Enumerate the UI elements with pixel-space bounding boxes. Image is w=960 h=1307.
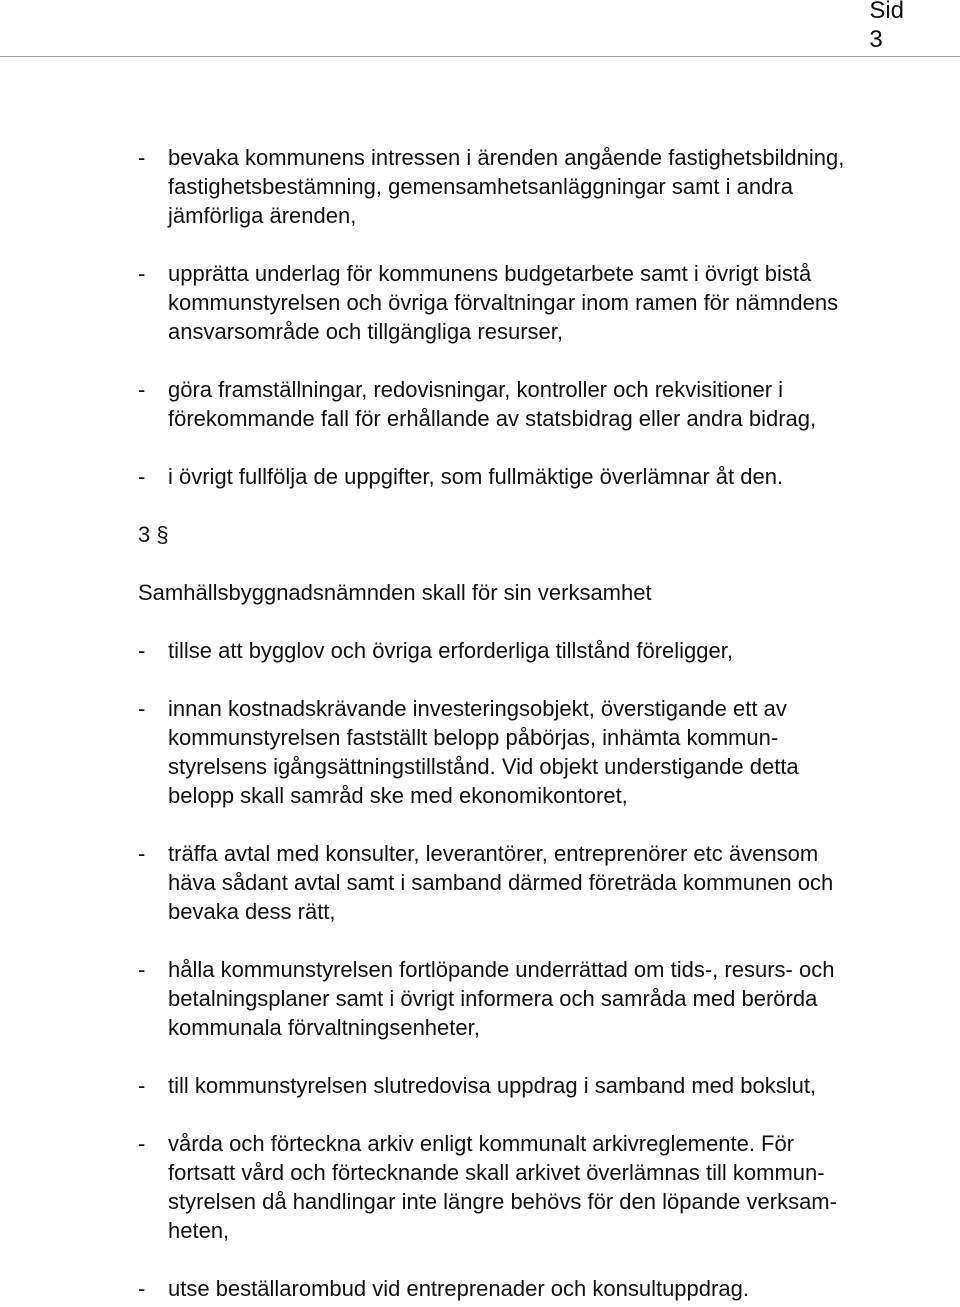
list-item-line: bevaka dess rätt, [168,899,336,924]
list-item-line: göra framställningar, redovisningar, kontroller och rekvisitioner i [168,377,784,402]
list-item-line: vårda och förteckna arkiv enligt kommunalt arkivreglemente. För [168,1131,795,1156]
list-item [138,259,938,346]
list-item [138,1071,938,1100]
list-item-line: belopp skall samråd ske med ekonomikontoret, [168,783,628,808]
bullet-dash: - [138,377,146,402]
list-item [138,694,938,810]
list-item-line: kommunstyrelsen och övriga förvaltningar inom ramen för nämndens [168,290,839,315]
bullet-dash: - [138,638,146,663]
page-label: Sid [869,0,904,24]
page-header [0,0,960,58]
list-item [138,1274,938,1303]
list-item-line: bevaka kommunens intressen i ärenden angående fastighetsbildning, [168,145,845,170]
section-heading: 3 § [138,522,169,547]
document-body [138,143,938,1303]
list-item-line: styrelsens igångsättningstillstånd. Vid objekt understigande detta [168,754,799,779]
list-item [138,636,938,665]
header-divider [0,56,960,57]
list-item-line: häva sådant avtal samt i samband därmed företräda kommunen och [168,870,834,895]
list-item [138,375,938,433]
list-item-line: hålla kommunstyrelsen fortlöpande underrättad om tids-, resurs- och [168,957,835,982]
bullet-dash: - [138,841,146,866]
duties-list-continued [138,143,938,491]
duties-list-section-3 [138,636,938,1303]
page-number [869,0,904,54]
list-item-line: kommunala förvaltningsenheter, [168,1015,480,1040]
bullet-dash: - [138,145,146,170]
list-item-line: ansvarsområde och tillgängliga resurser, [168,319,563,344]
list-item-line: tillse att bygglov och övriga erforderliga tillstånd föreligger, [168,638,733,663]
list-item-line: kommunstyrelsen fastställt belopp påbörjas, inhämta kommun- [168,725,779,750]
list-item-line: fortsatt vård och förtecknande skall arkivet överlämnas till kommun- [168,1160,825,1185]
list-item-line: jämförliga ärenden, [168,203,357,228]
list-item-line: förekommande fall för erhållande av statsbidrag eller andra bidrag, [168,406,817,431]
bullet-dash: - [138,1131,146,1156]
list-item [138,1129,938,1245]
list-item-line: styrelsen då handlingar inte längre behövs för den löpande verksam- [168,1189,837,1214]
list-item [138,143,938,230]
list-item-line: fastighetsbestämning, gemensamhetsanläggningar samt i andra [168,174,793,199]
bullet-dash: - [138,1276,146,1301]
list-item-line: betalningsplaner samt i övrigt informera och samråda med berörda [168,986,818,1011]
bullet-dash: - [138,464,146,489]
list-item [138,955,938,1042]
list-item-line: heten, [168,1218,230,1243]
section-intro: Samhällsbyggnadsnämnden skall för sin verksamhet [138,580,652,605]
list-item [138,462,938,491]
list-item-line: till kommunstyrelsen slutredovisa uppdrag i samband med bokslut, [168,1073,817,1098]
bullet-dash: - [138,1073,146,1098]
list-item-line: upprätta underlag för kommunens budgetarbete samt i övrigt bistå [168,261,812,286]
list-item-line: utse beställarombud vid entreprenader och konsultuppdrag. [168,1276,749,1301]
list-item-line: innan kostnadskrävande investeringsobjekt, överstigande ett av [168,696,787,721]
bullet-dash: - [138,696,146,721]
list-item [138,839,938,926]
list-item-line: träffa avtal med konsulter, leverantörer, entreprenörer etc ävensom [168,841,819,866]
bullet-dash: - [138,261,146,286]
list-item-line: i övrigt fullfölja de uppgifter, som fullmäktige överlämnar åt den. [168,464,784,489]
bullet-dash: - [138,957,146,982]
page-number-value: 3 [869,26,883,53]
